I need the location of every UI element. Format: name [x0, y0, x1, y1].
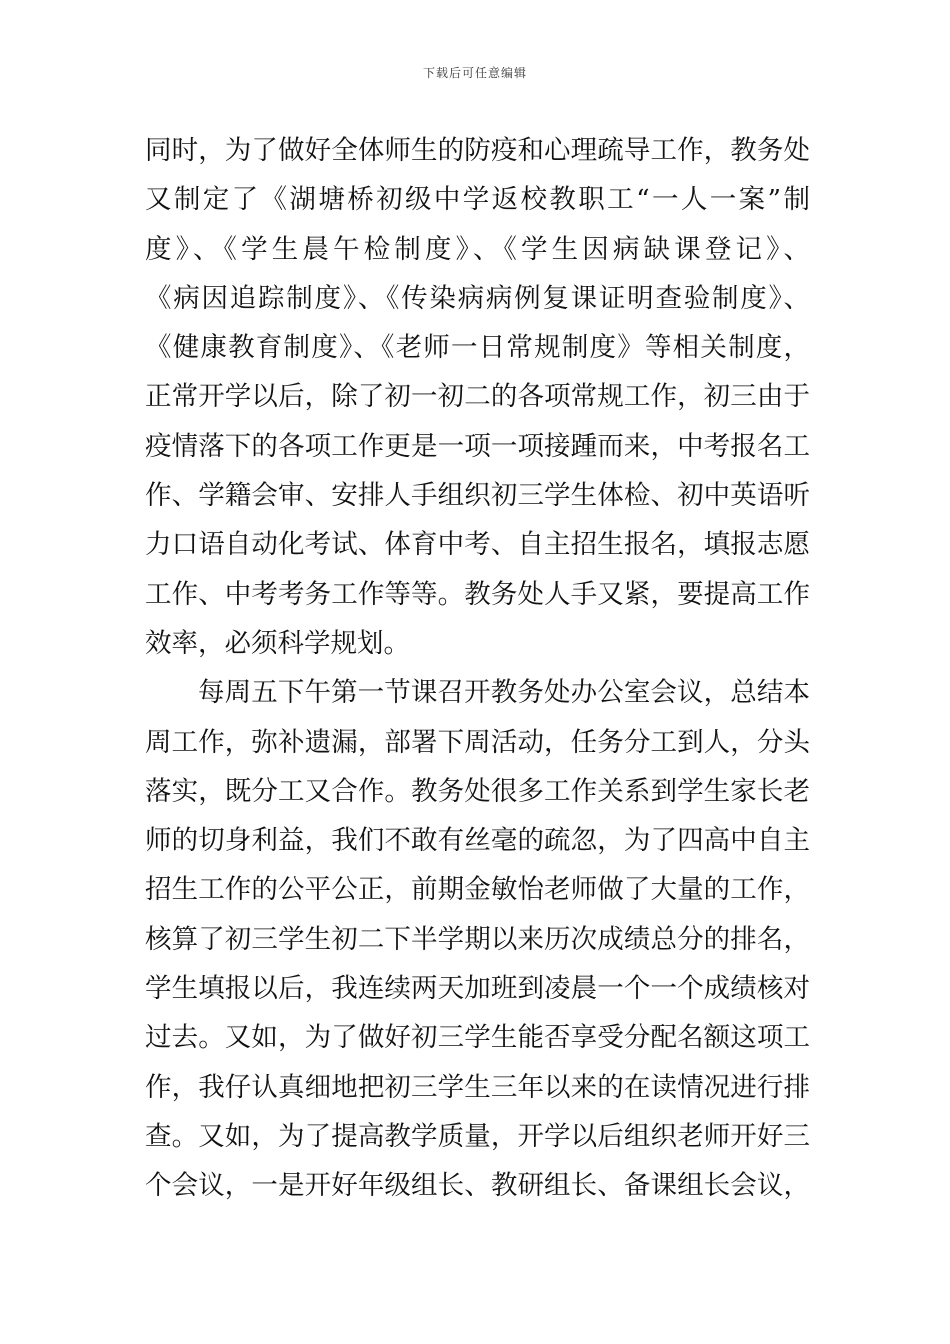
- text-line: 招生工作的公平公正，前期金敏怡老师做了大量的工作，: [145, 874, 810, 906]
- text-line: 核算了初三学生初二下半学期以来历次成绩总分的排名，: [145, 923, 810, 955]
- text-line: 同时，为了做好全体师生的防疫和心理疏导工作，教务处: [145, 135, 810, 166]
- page-header: 下载后可任意编辑: [422, 66, 527, 80]
- text-line: 力口语自动化考试、体育中考、自主招生报名，填报志愿: [145, 529, 810, 561]
- text-line: 又制定了《湖塘桥初级中学返校教职工“一人一案”制: [145, 184, 810, 216]
- text-line: 疫情落下的各项工作更是一项一项接踵而来，中考报名工: [145, 430, 810, 462]
- text-line: 每周五下午第一节课召开教务处办公室会议，总结本: [198, 677, 810, 709]
- paragraph-1: [145, 126, 810, 668]
- text-line: 师的切身利益，我们不敢有丝毫的疏忽，为了四高中自主: [145, 825, 810, 857]
- text-line: 度》、《学生晨午检制度》、《学生因病缺课登记》、: [145, 233, 810, 265]
- text-line: 作，我仔认真细地把初三学生三年以来的在读情况进行排: [145, 1071, 810, 1103]
- text-line: 工作、中考考务工作等等。教务处人手又紧，要提高工作: [145, 578, 810, 610]
- text-line: 作、学籍会审、安排人手组织初三学生体检、初中英语听: [145, 480, 810, 512]
- document-body: [145, 126, 810, 1211]
- text-line: 落实，既分工又合作。教务处很多工作关系到学生家长老: [145, 775, 810, 807]
- text-line: 《病因追踪制度》、《传染病病例复课证明查验制度》、: [145, 282, 810, 314]
- text-line: 周工作，弥补遗漏，部署下周活动，任务分工到人，分头: [145, 726, 810, 758]
- text-line: 正常开学以后，除了初一初二的各项常规工作，初三由于: [145, 381, 810, 413]
- text-line: 学生填报以后，我连续两天加班到凌晨一个一个成绩核对: [145, 973, 810, 1005]
- text-line: 过去。又如，为了做好初三学生能否享受分配名额这项工: [145, 1022, 810, 1054]
- text-line: 《健康教育制度》、《老师一日常规制度》等相关制度，: [145, 332, 810, 364]
- text-line: 效率，必须科学规划。: [145, 627, 410, 659]
- text-line: 个会议，一是开好年级组长、教研组长、备课组长会议，: [145, 1170, 810, 1202]
- paragraph-2: [145, 668, 810, 1210]
- text-line: 查。又如，为了提高教学质量，开学以后组织老师开好三: [145, 1120, 810, 1152]
